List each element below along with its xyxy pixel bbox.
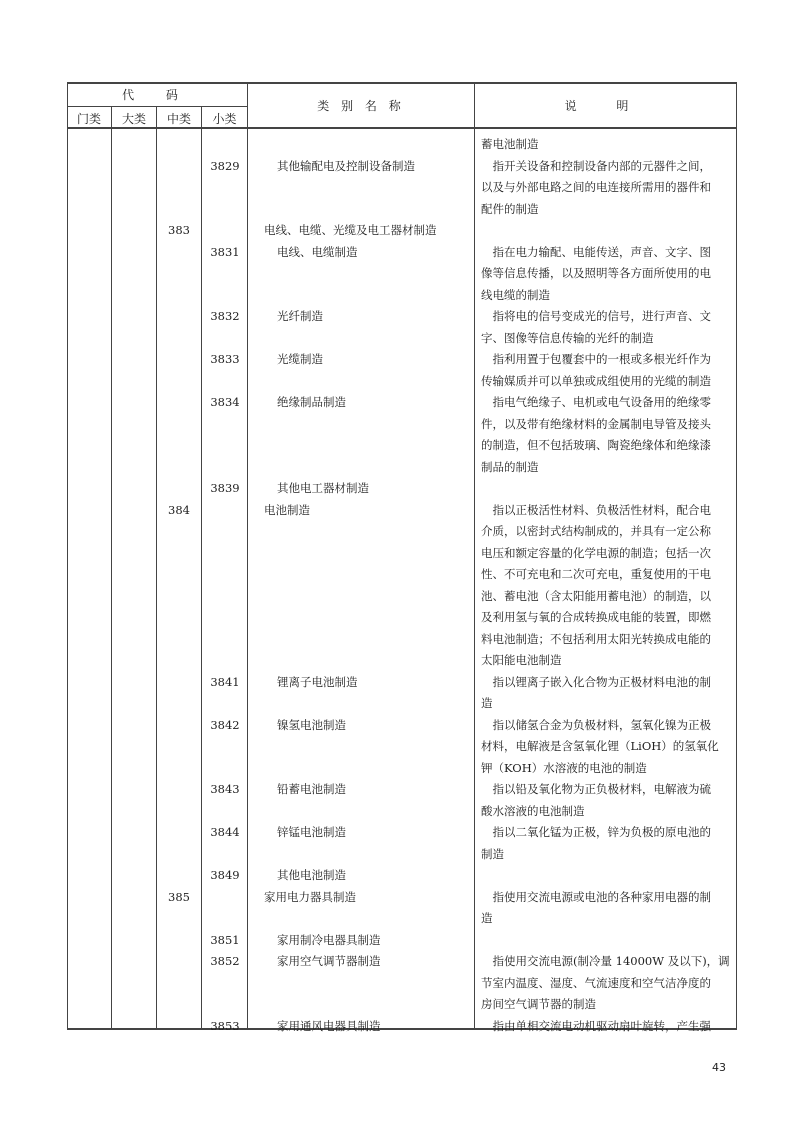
category-name: 家用电力器具制造 (264, 889, 356, 904)
small-class-code: 3849 (210, 868, 240, 882)
description-line: 制造 (481, 846, 504, 861)
description-line: 酸水溶液的电池制造 (481, 803, 585, 818)
category-name: 电池制造 (264, 502, 310, 517)
description-line: 指以铅及氧化物为正负极材料，电解液为硫 (492, 782, 711, 796)
small-class-code: 3852 (210, 954, 240, 968)
category-description (481, 500, 733, 672)
description-line: 配件的制造 (481, 201, 539, 216)
category-description (481, 779, 733, 822)
description-line: 的制造，但不包括玻璃、陶瓷绝缘体和绝缘漆 (481, 438, 711, 452)
description-line: 件，以及带有绝缘材料的金属制电导管及接头 (481, 416, 711, 431)
description-line: 以及与外部电路之间的电连接所需用的器件和 (481, 180, 711, 194)
header-zhong: 中类 (166, 112, 191, 126)
col-divider-men (111, 106, 112, 1030)
category-description (481, 951, 733, 1016)
description-line: 造 (481, 911, 493, 925)
description-line: 制品的制造 (481, 459, 539, 474)
description-line: 电压和额定容量的化学电源的制造；包括一次 (481, 545, 711, 560)
category-description (481, 156, 733, 221)
category-name: 电线、电缆制造 (277, 244, 358, 259)
mid-class-code: 383 (168, 223, 190, 237)
small-class-code: 3839 (210, 481, 240, 495)
code-header: 代 码 (122, 88, 192, 102)
category-name: 家用通风电器具制造 (277, 1018, 381, 1033)
description-line: 线电缆的制造 (481, 287, 550, 302)
category-description (481, 1016, 733, 1038)
description-line: 指开关设备和控制设备内部的元器件之间， (492, 158, 711, 173)
description-line: 像等信息传播，以及照明等各方面所使用的电 (481, 266, 711, 280)
header-da: 大类 (121, 112, 146, 126)
description-line: 指利用置于包覆套中的一根或多根光纤作为 (492, 352, 711, 366)
small-class-code: 3832 (210, 309, 240, 323)
small-class-code: 3841 (210, 674, 240, 689)
small-class-code: 3831 (210, 244, 240, 259)
category-description (481, 306, 733, 349)
category-description (481, 349, 733, 392)
description-line: 指以二氧化锰为正极，锌为负极的原电池的 (492, 825, 711, 839)
small-class-code: 3842 (210, 717, 240, 732)
description-line: 及利用氢与氧的合成转换成电能的装置，即燃 (481, 610, 711, 624)
category-description (481, 715, 733, 780)
category-name: 光缆制造 (277, 352, 323, 366)
small-class-code: 3843 (210, 782, 240, 796)
description-line: 蓄电池制造 (481, 137, 539, 151)
page-number: 43 (712, 1061, 726, 1074)
description-line: 指以锂离子嵌入化合物为正极材料电池的制 (492, 674, 711, 689)
description-line: 传输媒质并可以单独或成组使用的光缆的制造 (481, 373, 711, 388)
category-name: 光纤制造 (277, 309, 323, 323)
description-line: 字、图像等信息传输的光纤的制造 (481, 330, 654, 345)
desc-header: 说 明 (564, 99, 647, 113)
category-description (481, 392, 733, 478)
description-line: 指以正极活性材料、负极活性材料，配合电 (492, 502, 711, 517)
category-name: 绝缘制品制造 (277, 395, 346, 409)
col-divider-name (474, 82, 475, 1030)
description-line: 指在电力输配、电能传送，声音、文字、图 (492, 244, 711, 259)
name-header: 类 别 名 称 (317, 99, 405, 113)
category-name: 其他输配电及控制设备制造 (277, 158, 415, 173)
category-name: 家用空气调节器制造 (277, 954, 381, 968)
description-line: 指由单相交流电动机驱动扇叶旋转，产生强 (492, 1018, 711, 1033)
table-right-border (736, 82, 737, 1030)
col-divider-zhong (201, 106, 202, 1030)
table-left-border (67, 82, 68, 1030)
category-name: 锂离子电池制造 (277, 674, 358, 689)
category-name: 铅蓄电池制造 (277, 782, 346, 796)
small-class-code: 3844 (210, 825, 240, 839)
category-name: 锌锰电池制造 (277, 825, 346, 839)
classification-table (67, 82, 737, 1033)
description-line: 指以储氢合金为负极材料，氢氧化镍为正极 (492, 717, 711, 732)
description-line: 料电池制造；不包括利用太阳光转换成电能的 (481, 631, 711, 646)
small-class-code: 3834 (210, 395, 240, 409)
mid-class-code: 385 (168, 889, 190, 904)
header-men: 门类 (76, 112, 101, 126)
category-name: 电线、电缆、光缆及电工器材制造 (264, 223, 437, 237)
header-xiao: 小类 (212, 112, 237, 126)
description-line: 性、不可充电和二次可充电，重复使用的干电 (481, 567, 711, 581)
category-name: 家用制冷电器具制造 (277, 932, 381, 947)
header-bottom-border (67, 127, 737, 129)
description-line: 钾（KOH）水溶液的电池的制造 (481, 760, 647, 775)
description-line: 介质，以密封式结构制成的，并具有一定公称 (481, 524, 711, 538)
description-line: 房间空气调节器的制造 (481, 997, 596, 1011)
category-description (481, 887, 733, 930)
category-description (481, 672, 733, 715)
category-description (481, 134, 733, 156)
small-class-code: 3853 (210, 1018, 240, 1033)
code-header-divider (67, 106, 247, 107)
description-line: 池、蓄电池（含太阳能用蓄电池）的制造，以 (481, 588, 711, 603)
small-class-code: 3829 (210, 158, 240, 173)
small-class-code: 3851 (210, 932, 240, 947)
table-top-border (67, 82, 737, 84)
description-line: 造 (481, 696, 493, 710)
description-line: 指使用交流电源或电池的各种家用电器的制 (492, 889, 711, 904)
category-name: 镍氢电池制造 (277, 717, 346, 732)
description-line: 指使用交流电源(制冷量 14000W 及以下)，调 (492, 954, 730, 968)
mid-class-code: 384 (168, 502, 190, 517)
description-line: 太阳能电池制造 (481, 653, 562, 667)
description-line: 节室内温度、湿度、气流速度和空气洁净度的 (481, 975, 711, 990)
description-line: 材料，电解液是含氢氧化锂（LiOH）的氢氧化 (481, 739, 719, 753)
category-description (481, 822, 733, 865)
category-description (481, 242, 733, 307)
description-line: 指电气绝缘子、电机或电气设备用的绝缘零 (492, 395, 711, 409)
col-divider-xiao (247, 82, 248, 1030)
description-line: 指将电的信号变成光的信号，进行声音、文 (492, 309, 711, 323)
category-name: 其他电池制造 (277, 868, 346, 882)
small-class-code: 3833 (210, 352, 240, 366)
category-name: 其他电工器材制造 (277, 481, 369, 495)
